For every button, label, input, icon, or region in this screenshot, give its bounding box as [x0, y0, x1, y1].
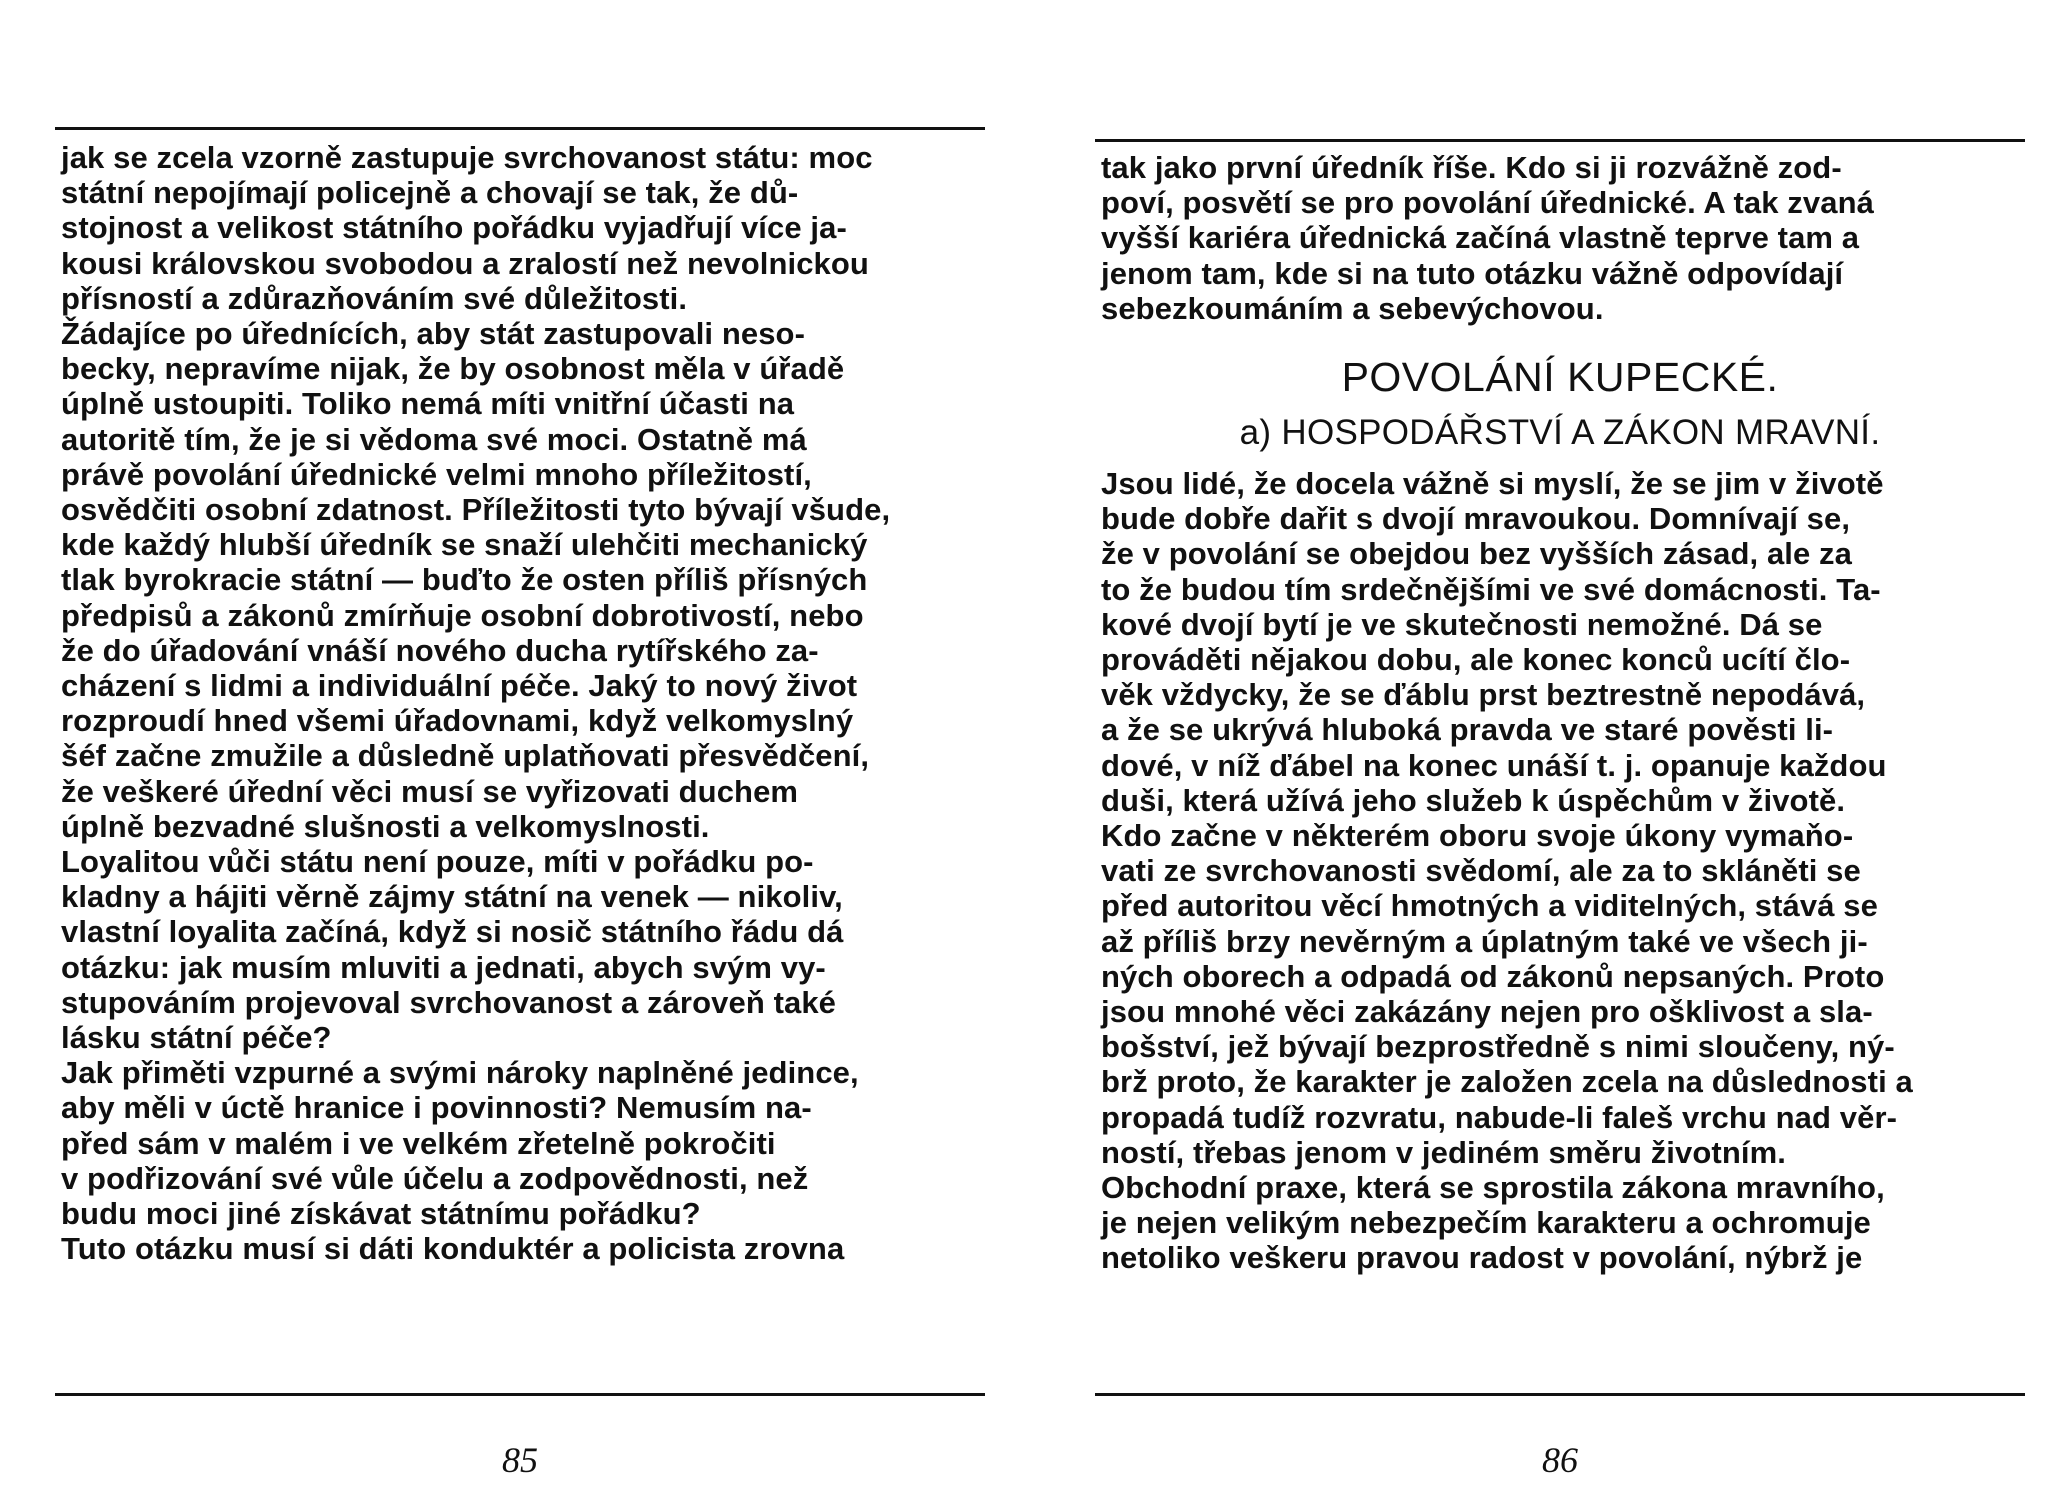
bottom-rule [55, 1393, 985, 1396]
right-text-block [1101, 150, 2019, 1276]
paragraph: Jsou lidé, že docela vážně si myslí, že se jim v životě bude dobře dařit s dvojí mravoukou. Domnívají se, že v povolání se obejdou bez vyšších zásad, ale za to že budou tím srdečnějšími ve své domácnosti. Ta- kové dvojí bytí je ve skutečnosti nemožné. Dá se prováděti nějakou dobu, ale konec konců ucítí člo- věk vždycky, že se ďáblu prst beztrestně nepodává, a že se ukrývá hluboká pravda ve staré pověsti li- dové, v níž ďábel na konec unáší t. j. opanuje každou duši, která užívá jeho služeb k úspěchům v životě. Kdo začne v některém oboru svoje úkony vymaňo- vati ze svrchovanosti svědomí, ale za to skláněti se před autoritou věcí hmotných a viditelných, stává se až příliš brzy nevěrným a úplatným také ve všech ji- ných oborech a odpadá od zákonů nepsaných. Proto jsou mnohé věci zakázány nejen pro ošklivost a sla- bošství, jež bývají bezprostředně s nimi sloučeny, ný- brž proto, že karakter je založen zcela na důslednosti a propadá tudíž rozvratu, nabude-li faleš vrchu nad věr- ností, třebas jenom v jediném směru životním. [1101, 466, 1913, 1170]
paragraph: Žádajíce po úřednících, aby stát zastupovali neso- becky, nepravíme nijak, že by osobnost měla v úřadě úplně ustoupiti. Toliko nemá míti vnitřní účasti na autoritě tím, že je si vědoma své moci. Ostatně má právě povolání úřednické velmi mnoho příležitostí, osvědčiti osobní zdatnost. Příležitosti tyto bývají všude, kde každý hlubší úředník se snaží ulehčiti mechanický tlak byrokracie státní — buďto že osten příliš přísných předpisů a zákonů zmírňuje osobní dobrotivostí, nebo že do úřadování vnáší nového ducha rytířského za- cházení s lidmi a individuální péče. Jaký to nový život rozproudí hned všemi úřadovnami, když velkomyslný šéf začne zmužile a důsledně uplatňovati přesvědčení, že veškeré úřední věci musí se vyřizovati duchem úplně bezvadné slušnosti a velkomyslnosti. [61, 316, 891, 844]
paragraph: Obchodní praxe, která se sprostila zákona mravního, je nejen velikým nebezpečím karakteru a ochromuje netoliko veškeru pravou radost v povolání, nýbrž je [1101, 1170, 1885, 1276]
paragraph: jak se zcela vzorně zastupuje svrchovanost státu: moc státní nepojímají policejně a chovají se tak, že dů- stojnost a velikost státního pořádku vyjadřují více ja- kousi královskou svobodou a zralostí než nevolnickou přísností a zdůrazňováním své důležitosti. [61, 140, 873, 316]
bottom-rule [1095, 1393, 2025, 1396]
page-number: 85 [502, 1440, 538, 1480]
section-title: POVOLÁNÍ KUPECKÉ. [1341, 354, 1779, 401]
top-rule [1095, 139, 2025, 142]
section-subtitle: a) HOSPODÁŘSTVÍ A ZÁKON MRAVNÍ. [1239, 413, 1881, 453]
top-rule [55, 127, 985, 130]
paragraph: Tuto otázku musí si dáti konduktér a policista zrovna [61, 1231, 845, 1267]
page-number: 86 [1542, 1440, 1578, 1480]
paragraph: tak jako první úředník říše. Kdo si ji rozvážně zod- poví, posvětí se pro povolání úřednické. A tak zvaná vyšší kariéra úřednická začíná vlastně teprve tam a jenom tam, kde si na tuto otázku vážně odpovídají sebezkoumáním a sebevýchovou. [1101, 150, 1874, 326]
left-page [55, 0, 985, 1500]
right-page [1095, 0, 2025, 1500]
left-text-block [61, 140, 979, 1267]
paragraph: Jak přiměti vzpurné a svými nároky naplněné jedince, aby měli v úctě hranice i povinnosti? Nemusím na- před sám v malém i ve velkém zřetelně pokročiti v podřizování své vůle účelu a zodpovědnosti, než budu moci jiné získávat státnímu pořádku? [61, 1055, 859, 1232]
paragraph: Loyalitou vůči státu není pouze, míti v pořádku po- kladny a hájiti věrně zájmy státní na venek — nikoliv, vlastní loyalita začíná, když si nosič státního řádu dá otázku: jak musím mluviti a jednati, abych svým vy- stupováním projevoval svrchovanost a zároveň také lásku státní péče? [61, 844, 844, 1056]
